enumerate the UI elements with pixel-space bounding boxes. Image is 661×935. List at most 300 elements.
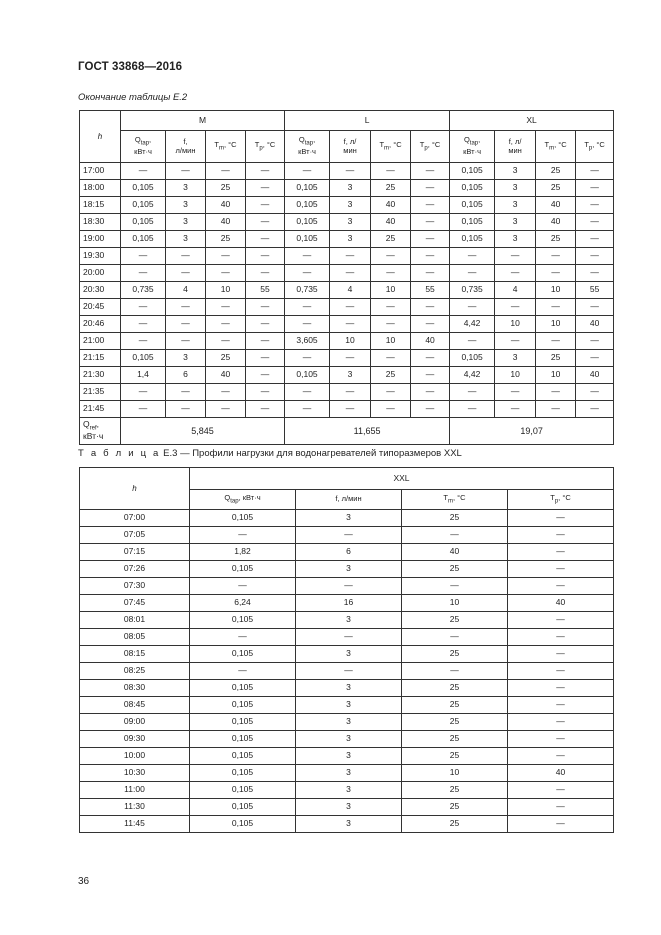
time-cell: 08:45 xyxy=(80,697,190,714)
value-cell: 10 xyxy=(536,282,576,299)
value-cell: 0,105 xyxy=(190,697,296,714)
value-cell: — xyxy=(411,265,450,282)
table-row xyxy=(80,561,614,578)
value-cell: — xyxy=(121,401,166,418)
table-row xyxy=(80,782,614,799)
value-cell: 0,105 xyxy=(121,197,166,214)
value-cell: — xyxy=(296,629,402,646)
time-cell: 20:30 xyxy=(80,282,121,299)
value-cell: — xyxy=(576,248,614,265)
value-cell: — xyxy=(508,748,614,765)
value-cell: 40 xyxy=(508,595,614,612)
group-header-xl: XL xyxy=(450,111,614,131)
value-cell: — xyxy=(576,333,614,350)
value-cell: 4 xyxy=(330,282,371,299)
value-cell: 3 xyxy=(166,197,206,214)
value-cell: — xyxy=(296,527,402,544)
value-cell: — xyxy=(576,180,614,197)
value-cell: — xyxy=(206,401,246,418)
value-cell: — xyxy=(402,578,508,595)
value-cell: 4 xyxy=(495,282,536,299)
value-cell: — xyxy=(190,663,296,680)
table-row xyxy=(80,714,614,731)
time-cell: 19:00 xyxy=(80,231,121,248)
value-cell: 25 xyxy=(536,180,576,197)
value-cell: 0,105 xyxy=(121,180,166,197)
value-cell: 3 xyxy=(296,748,402,765)
table-row xyxy=(80,163,614,180)
table-row xyxy=(80,180,614,197)
value-cell: 3 xyxy=(296,782,402,799)
row-header-h: h xyxy=(80,111,121,163)
value-cell: — xyxy=(508,578,614,595)
table-row xyxy=(80,214,614,231)
value-cell: 3 xyxy=(296,680,402,697)
table-row xyxy=(80,578,614,595)
value-cell: — xyxy=(411,367,450,384)
value-cell: — xyxy=(576,214,614,231)
value-cell: — xyxy=(285,163,330,180)
table-e2-total-row xyxy=(80,418,614,445)
value-cell: 25 xyxy=(536,231,576,248)
value-cell: 0,105 xyxy=(121,350,166,367)
subheader-tp: $T_p$, °C xyxy=(411,131,450,163)
value-cell: — xyxy=(121,299,166,316)
table-row xyxy=(80,265,614,282)
value-cell: 25 xyxy=(402,680,508,697)
value-cell: — xyxy=(508,612,614,629)
time-cell: 11:45 xyxy=(80,816,190,833)
value-cell: 1,4 xyxy=(121,367,166,384)
value-cell: 3 xyxy=(296,765,402,782)
value-cell: — xyxy=(206,316,246,333)
value-cell: — xyxy=(576,350,614,367)
table-row xyxy=(80,510,614,527)
value-cell: — xyxy=(285,401,330,418)
table-row xyxy=(80,544,614,561)
table-row xyxy=(80,527,614,544)
value-cell: — xyxy=(330,384,371,401)
value-cell: — xyxy=(246,367,285,384)
time-cell: 20:45 xyxy=(80,299,121,316)
value-cell: 0,105 xyxy=(190,612,296,629)
page-number: 36 xyxy=(78,876,90,887)
time-cell: 07:05 xyxy=(80,527,190,544)
value-cell: 3 xyxy=(330,214,371,231)
table-row xyxy=(80,697,614,714)
value-cell: — xyxy=(166,299,206,316)
value-cell: — xyxy=(246,265,285,282)
value-cell: 25 xyxy=(371,231,411,248)
value-cell: 6 xyxy=(296,544,402,561)
value-cell: 25 xyxy=(402,646,508,663)
subheader-tm: $T_m$, °C xyxy=(371,131,411,163)
table-row xyxy=(80,333,614,350)
table-row xyxy=(80,799,614,816)
value-cell: — xyxy=(450,333,495,350)
value-cell: — xyxy=(508,799,614,816)
value-cell: — xyxy=(450,299,495,316)
value-cell: — xyxy=(411,299,450,316)
standard-title: ГОСТ 33868—2016 xyxy=(78,61,183,73)
table-row xyxy=(80,765,614,782)
value-cell: — xyxy=(206,384,246,401)
value-cell: 3 xyxy=(296,816,402,833)
time-cell: 10:00 xyxy=(80,748,190,765)
value-cell: 40 xyxy=(206,367,246,384)
subheader-tm: $T_m$, °C xyxy=(206,131,246,163)
value-cell: — xyxy=(411,214,450,231)
value-cell: 10 xyxy=(495,316,536,333)
time-cell: 07:15 xyxy=(80,544,190,561)
value-cell: — xyxy=(576,401,614,418)
table-e2-group-header-row xyxy=(80,111,614,131)
value-cell: 0,105 xyxy=(450,231,495,248)
table-row xyxy=(80,731,614,748)
value-cell: — xyxy=(296,663,402,680)
value-cell: — xyxy=(508,782,614,799)
value-cell: 25 xyxy=(371,367,411,384)
value-cell: 25 xyxy=(402,782,508,799)
value-cell: 1,82 xyxy=(190,544,296,561)
group-header-l: L xyxy=(285,111,450,131)
value-cell: 40 xyxy=(576,316,614,333)
table-row xyxy=(80,299,614,316)
subheader-f: f, л/мин xyxy=(166,131,206,163)
table-row xyxy=(80,282,614,299)
value-cell: — xyxy=(402,527,508,544)
value-cell: 3 xyxy=(296,646,402,663)
value-cell: — xyxy=(495,401,536,418)
subheader-q: $Q_{tap}$, кВт·ч xyxy=(450,131,495,163)
value-cell: 3 xyxy=(495,214,536,231)
time-cell: 08:01 xyxy=(80,612,190,629)
value-cell: — xyxy=(246,350,285,367)
time-cell: 11:00 xyxy=(80,782,190,799)
value-cell: — xyxy=(121,316,166,333)
value-cell: 0,735 xyxy=(121,282,166,299)
value-cell: 3 xyxy=(495,163,536,180)
table-row xyxy=(80,248,614,265)
value-cell: — xyxy=(206,333,246,350)
table-e3-group-header-row xyxy=(80,468,614,490)
value-cell: 3 xyxy=(296,510,402,527)
subheader-q: $Q_{tap}$, кВт·ч xyxy=(285,131,330,163)
time-cell: 09:30 xyxy=(80,731,190,748)
total-value: 11,655 xyxy=(285,418,450,445)
value-cell: — xyxy=(371,316,411,333)
value-cell: 3 xyxy=(330,367,371,384)
value-cell: — xyxy=(536,333,576,350)
value-cell: — xyxy=(166,316,206,333)
value-cell: — xyxy=(190,629,296,646)
table-e3-caption xyxy=(78,448,462,459)
value-cell: 25 xyxy=(402,510,508,527)
value-cell: 0,735 xyxy=(450,282,495,299)
value-cell: — xyxy=(411,350,450,367)
value-cell: 10 xyxy=(330,333,371,350)
value-cell: — xyxy=(508,510,614,527)
value-cell: 10 xyxy=(371,333,411,350)
time-cell: 07:26 xyxy=(80,561,190,578)
value-cell: — xyxy=(330,316,371,333)
value-cell: 25 xyxy=(402,697,508,714)
time-cell: 18:30 xyxy=(80,214,121,231)
time-cell: 08:25 xyxy=(80,663,190,680)
time-cell: 21:35 xyxy=(80,384,121,401)
table-row xyxy=(80,612,614,629)
value-cell: — xyxy=(508,731,614,748)
value-cell: — xyxy=(246,248,285,265)
value-cell: — xyxy=(121,163,166,180)
value-cell: 3 xyxy=(166,214,206,231)
value-cell: — xyxy=(508,646,614,663)
time-cell: 21:15 xyxy=(80,350,121,367)
value-cell: 0,105 xyxy=(190,510,296,527)
value-cell: 0,105 xyxy=(285,214,330,231)
value-cell: 3 xyxy=(330,180,371,197)
value-cell: 25 xyxy=(206,231,246,248)
value-cell: 55 xyxy=(411,282,450,299)
value-cell: 40 xyxy=(536,197,576,214)
value-cell: 40 xyxy=(371,214,411,231)
value-cell: — xyxy=(285,299,330,316)
subheader-tm: $T_m$, °C xyxy=(536,131,576,163)
value-cell: — xyxy=(450,384,495,401)
value-cell: — xyxy=(285,350,330,367)
value-cell: — xyxy=(495,265,536,282)
value-cell: 0,105 xyxy=(450,350,495,367)
table-row xyxy=(80,384,614,401)
value-cell: 16 xyxy=(296,595,402,612)
table-e3-caption-prefix: Т а б л и ц а xyxy=(78,448,161,459)
value-cell: — xyxy=(206,163,246,180)
value-cell: — xyxy=(576,197,614,214)
value-cell: — xyxy=(121,265,166,282)
value-cell: — xyxy=(411,197,450,214)
time-cell: 19:30 xyxy=(80,248,121,265)
subheader: $T_p$, °C xyxy=(508,490,614,510)
value-cell: 25 xyxy=(536,163,576,180)
value-cell: 0,105 xyxy=(190,680,296,697)
value-cell: 3 xyxy=(330,231,371,248)
value-cell: 0,105 xyxy=(190,816,296,833)
value-cell: 3 xyxy=(166,231,206,248)
value-cell: — xyxy=(166,163,206,180)
value-cell: — xyxy=(285,316,330,333)
value-cell: — xyxy=(495,384,536,401)
value-cell: — xyxy=(330,350,371,367)
value-cell: — xyxy=(495,333,536,350)
table-row xyxy=(80,680,614,697)
value-cell: 25 xyxy=(402,816,508,833)
value-cell: 0,105 xyxy=(285,367,330,384)
value-cell: — xyxy=(411,180,450,197)
value-cell: — xyxy=(296,578,402,595)
value-cell: 0,105 xyxy=(190,748,296,765)
total-value: 5,845 xyxy=(121,418,285,445)
value-cell: — xyxy=(121,333,166,350)
time-cell: 18:15 xyxy=(80,197,121,214)
value-cell: — xyxy=(508,527,614,544)
value-cell: — xyxy=(246,401,285,418)
value-cell: — xyxy=(371,163,411,180)
value-cell: 40 xyxy=(402,544,508,561)
value-cell: 40 xyxy=(536,214,576,231)
value-cell: 25 xyxy=(206,350,246,367)
group-header-xxl: XXL xyxy=(190,468,614,490)
time-cell: 11:30 xyxy=(80,799,190,816)
subheader: $Q_{tap}$, кВт·ч xyxy=(190,490,296,510)
value-cell: 6,24 xyxy=(190,595,296,612)
total-label: $Q_{ref}$, кВт·ч xyxy=(80,418,121,445)
value-cell: 40 xyxy=(371,197,411,214)
value-cell: — xyxy=(508,816,614,833)
value-cell: 25 xyxy=(371,180,411,197)
table-e3 xyxy=(79,467,614,833)
value-cell: — xyxy=(450,265,495,282)
group-header-m: M xyxy=(121,111,285,131)
value-cell: — xyxy=(246,214,285,231)
value-cell: 0,735 xyxy=(285,282,330,299)
value-cell: — xyxy=(576,231,614,248)
value-cell: 3 xyxy=(330,197,371,214)
value-cell: — xyxy=(206,248,246,265)
value-cell: — xyxy=(450,401,495,418)
value-cell: 3 xyxy=(495,197,536,214)
value-cell: 40 xyxy=(411,333,450,350)
value-cell: 3 xyxy=(296,731,402,748)
value-cell: — xyxy=(371,248,411,265)
value-cell: — xyxy=(371,384,411,401)
value-cell: — xyxy=(508,680,614,697)
time-cell: 08:15 xyxy=(80,646,190,663)
table-row xyxy=(80,231,614,248)
value-cell: — xyxy=(285,384,330,401)
value-cell: — xyxy=(246,316,285,333)
value-cell: 4 xyxy=(166,282,206,299)
value-cell: — xyxy=(190,527,296,544)
value-cell: — xyxy=(495,248,536,265)
subheader-tp: $T_p$, °C xyxy=(246,131,285,163)
subheader-f: f, л/ мин xyxy=(495,131,536,163)
value-cell: 25 xyxy=(402,748,508,765)
value-cell: — xyxy=(246,180,285,197)
value-cell: — xyxy=(411,316,450,333)
table-row xyxy=(80,646,614,663)
value-cell: 3,605 xyxy=(285,333,330,350)
value-cell: 3 xyxy=(166,350,206,367)
value-cell: — xyxy=(166,401,206,418)
time-cell: 21:45 xyxy=(80,401,121,418)
value-cell: 4,42 xyxy=(450,367,495,384)
value-cell: 10 xyxy=(206,282,246,299)
value-cell: 0,105 xyxy=(285,197,330,214)
value-cell: 3 xyxy=(166,180,206,197)
value-cell: 25 xyxy=(402,561,508,578)
value-cell: — xyxy=(246,384,285,401)
value-cell: 10 xyxy=(402,765,508,782)
value-cell: 4,42 xyxy=(450,316,495,333)
value-cell: 0,105 xyxy=(190,765,296,782)
value-cell: 0,105 xyxy=(190,782,296,799)
subheader-q: $Q_{tap}$, кВт·ч xyxy=(121,131,166,163)
value-cell: — xyxy=(371,265,411,282)
subheader: $T_m$, °C xyxy=(402,490,508,510)
value-cell: — xyxy=(508,697,614,714)
table-row xyxy=(80,816,614,833)
value-cell: — xyxy=(206,265,246,282)
value-cell: — xyxy=(246,333,285,350)
value-cell: 10 xyxy=(402,595,508,612)
table-e2 xyxy=(79,110,614,445)
value-cell: — xyxy=(371,401,411,418)
value-cell: — xyxy=(190,578,296,595)
value-cell: 3 xyxy=(296,714,402,731)
time-cell: 10:30 xyxy=(80,765,190,782)
table-row xyxy=(80,316,614,333)
value-cell: 0,105 xyxy=(190,646,296,663)
value-cell: 0,105 xyxy=(190,561,296,578)
value-cell: — xyxy=(576,163,614,180)
value-cell: — xyxy=(411,163,450,180)
time-cell: 20:00 xyxy=(80,265,121,282)
value-cell: 3 xyxy=(495,231,536,248)
value-cell: — xyxy=(371,299,411,316)
value-cell: 55 xyxy=(576,282,614,299)
value-cell: — xyxy=(206,299,246,316)
value-cell: 40 xyxy=(206,197,246,214)
value-cell: 40 xyxy=(576,367,614,384)
value-cell: 0,105 xyxy=(121,214,166,231)
value-cell: — xyxy=(166,248,206,265)
value-cell: — xyxy=(285,248,330,265)
subheader-f: f, л/ мин xyxy=(330,131,371,163)
table-e3-caption-text: Е.3 — Профили нагрузки для водонагревателей типоразмеров XXL xyxy=(160,448,462,459)
value-cell: — xyxy=(508,663,614,680)
time-cell: 07:30 xyxy=(80,578,190,595)
time-cell: 18:00 xyxy=(80,180,121,197)
value-cell: — xyxy=(402,629,508,646)
row-header-h: h xyxy=(80,468,190,510)
value-cell: 6 xyxy=(166,367,206,384)
time-cell: 21:00 xyxy=(80,333,121,350)
value-cell: 0,105 xyxy=(450,180,495,197)
value-cell: — xyxy=(576,299,614,316)
time-cell: 17:00 xyxy=(80,163,121,180)
time-cell: 08:05 xyxy=(80,629,190,646)
value-cell: — xyxy=(330,299,371,316)
value-cell: — xyxy=(246,197,285,214)
value-cell: — xyxy=(536,401,576,418)
value-cell: 0,105 xyxy=(285,180,330,197)
table-row xyxy=(80,663,614,680)
value-cell: — xyxy=(411,231,450,248)
value-cell: 10 xyxy=(536,367,576,384)
value-cell: — xyxy=(246,163,285,180)
value-cell: — xyxy=(411,384,450,401)
value-cell: — xyxy=(166,384,206,401)
value-cell: 10 xyxy=(495,367,536,384)
table-row xyxy=(80,401,614,418)
table-e2-continuation-label: Окончание таблицы Е.2 xyxy=(78,92,188,103)
value-cell: 3 xyxy=(495,350,536,367)
table-row xyxy=(80,367,614,384)
value-cell: 0,105 xyxy=(190,714,296,731)
value-cell: 40 xyxy=(508,765,614,782)
value-cell: — xyxy=(121,384,166,401)
value-cell: — xyxy=(536,248,576,265)
